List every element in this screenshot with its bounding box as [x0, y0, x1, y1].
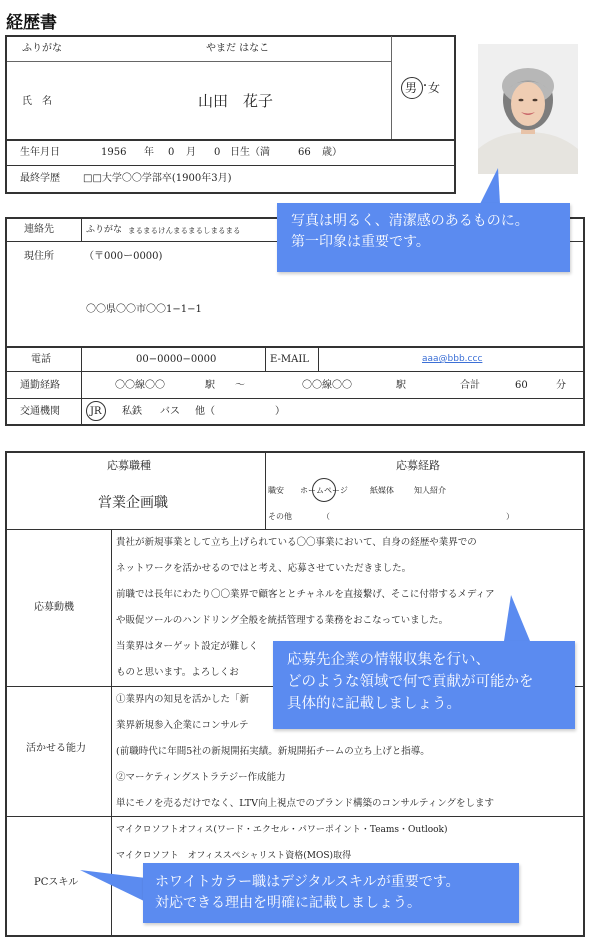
transport-bus[interactable]: バス — [160, 406, 180, 417]
minutes-unit: 分 — [556, 380, 566, 391]
transport-other[interactable]: 他（ — [195, 406, 215, 417]
contact-label: 連絡先 — [24, 224, 54, 235]
station-1: 駅 — [205, 380, 215, 391]
callout-pointer-icon — [470, 168, 510, 208]
birth-day: 0 — [214, 147, 221, 158]
skills-line: (前職時代に年間5社の新規開拓実績。新規開拓チームの立ち上げと指導。 — [116, 746, 430, 757]
callout-line: 応募先企業の情報収集を行い、 — [287, 652, 490, 668]
address-label: 現住所 — [24, 251, 54, 262]
motivation-line: や販促ツールのハンドリング全般を統括管理する業務をおこなっていました。 — [116, 615, 449, 626]
skills-line: ①業界内の知見を活かした「新 — [116, 694, 250, 705]
motivation-line: ネットワークを活かせるのではと考え、応募させていただきました。 — [116, 563, 412, 574]
commute-label: 通勤経路 — [20, 380, 60, 391]
route-employment-office[interactable]: 職安 — [268, 486, 284, 495]
motivation-line: 前職では長年にわたり〇〇業界で顧客ととチャネルを直接繋げ、そこに付帯するメディア — [116, 589, 495, 600]
callout-line: ホワイトカラー職はデジタルスキルが重要です。 — [155, 874, 460, 890]
contact-furigana-label: ふりがな — [86, 225, 123, 235]
callout-pointer-icon — [504, 595, 534, 643]
job-type-label: 応募職種 — [107, 459, 151, 472]
callout-line: 対応できる理由を明確に記載しましょう。 — [155, 895, 421, 911]
callout-line: 具体的に記載しましょう。 — [287, 696, 461, 712]
education-label: 最終学歴 — [20, 173, 60, 184]
route-other-open: （ — [322, 512, 330, 521]
motivation-tip-callout — [273, 641, 575, 729]
pc-skills-line: マイクロソフトオフィス(ワード・エクセル・パワーポイント・Teams・Outlook) — [116, 825, 448, 835]
postal-code: （〒000ー0000) — [84, 251, 163, 262]
pc-tip-callout — [143, 863, 519, 923]
route-other-close: ） — [506, 512, 514, 521]
photo-tip-callout — [277, 203, 570, 272]
station-2: 駅 — [396, 380, 406, 391]
name-value: 山田 花子 — [198, 92, 274, 110]
skills-line: 業界新規参入企業にコンサルテ — [116, 720, 249, 731]
address-value: 〇〇県〇〇市〇〇1−1−1 — [86, 304, 202, 315]
phone-label: 電話 — [31, 354, 51, 365]
person-photo-icon — [478, 44, 578, 174]
age-unit: 歳） — [322, 147, 342, 158]
birth-day-unit: 日生（満 — [230, 147, 270, 158]
transport-jr[interactable]: JR — [90, 406, 102, 417]
total-minutes: 60 — [515, 380, 528, 391]
route-referral[interactable]: 知人紹介 — [414, 486, 446, 495]
motivation-line: 当業界はターゲット設定が難しく — [116, 641, 259, 652]
route-print-media[interactable]: 紙媒体 — [370, 486, 394, 495]
skills-line: 単にモノを売るだけでなく、LTV向上視点でのブランド構築のコンサルティングをします — [116, 798, 495, 809]
name-label: 氏 名 — [22, 96, 52, 107]
email-link[interactable]: aaa@bbb.ccc — [422, 354, 483, 364]
commute-from: 〇〇線〇〇 — [115, 380, 165, 391]
callout-line: 第一印象は重要です。 — [291, 234, 430, 250]
callout-line: どのような領域で何で貢献が可能かを — [287, 674, 534, 690]
motivation-label: 応募動機 — [34, 602, 74, 613]
profile-photo — [478, 44, 578, 174]
contact-furigana-value: まるまるけんまるまるしまるまる — [128, 226, 241, 235]
gender-separator: ・ — [420, 81, 430, 92]
birth-year: 1956 — [101, 147, 127, 158]
document-title: 経歴書 — [6, 13, 57, 33]
callout-line: 写真は明るく、清潔感のあるものに。 — [291, 213, 529, 229]
transport-label: 交通機関 — [20, 406, 60, 417]
job-type-value: 営業企画職 — [98, 495, 168, 511]
motivation-line: ものと思います。よろしくお — [116, 667, 239, 678]
skills-label: 活かせる能力 — [26, 743, 86, 754]
birth-year-unit: 年 — [144, 147, 154, 158]
transport-other-close: ） — [275, 406, 285, 417]
callout-pointer-icon — [80, 868, 150, 908]
pc-skills-line: マイクロソフト オフィススペシャリスト資格(MOS)取得 — [116, 851, 352, 861]
email-label: E-MAIL — [270, 354, 309, 365]
route-homepage[interactable]: ホームページ — [300, 486, 348, 495]
pc-skills-label: PCスキル — [34, 877, 79, 888]
birth-month-unit: 月 — [186, 147, 196, 158]
transport-private-rail[interactable]: 私鉄 — [122, 406, 142, 417]
route-other-label: その他 — [268, 512, 292, 521]
birth-label: 生年月日 — [20, 147, 60, 158]
motivation-line: 貴社が新規事業として立ち上げられている〇〇事業において、自身の経歴や業界での — [116, 537, 477, 548]
commute-tilde: 〜 — [235, 380, 245, 391]
gender-female[interactable]: 女 — [428, 81, 441, 95]
total-label: 合計 — [460, 380, 480, 391]
birth-month: 0 — [168, 147, 175, 158]
commute-to: 〇〇線〇〇 — [302, 380, 352, 391]
phone-value: 00−0000−0000 — [136, 354, 217, 365]
age-value: 66 — [298, 147, 311, 158]
education-value: □□大学〇〇学部卒(1900年3月) — [83, 173, 232, 184]
skills-line: ②マーケティングストラテジー作成能力 — [116, 772, 286, 783]
furigana-value: やまだ はなこ — [206, 43, 270, 54]
route-label: 応募経路 — [396, 459, 440, 472]
gender-male[interactable]: 男 — [405, 81, 418, 95]
furigana-label: ふりがな — [22, 43, 62, 54]
